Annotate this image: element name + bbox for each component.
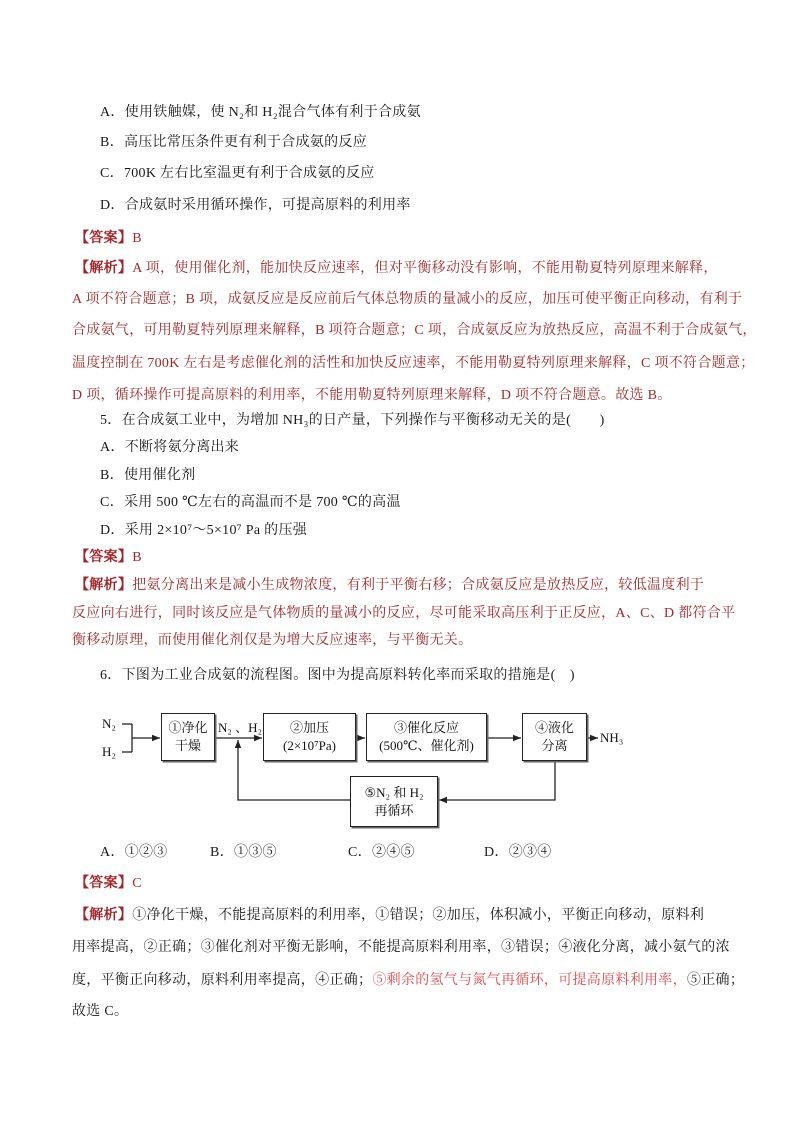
q5-option-a: A．不断将氨分离出来 [100,440,240,455]
step-recycle [350,776,438,827]
analysis-text: ①净化干燥，不能提高原料的利用率，①错误；②加压，体积减小，平衡正向移动，原料利 [132,908,705,923]
q5-analysis-line: 衡移动原理，而使用催化剂仅是为增大反应速率，与平衡无关。 [72,633,473,648]
input-n2-label: N₂ [102,716,116,731]
q6-analysis-line: 用率提高，②正确；③催化剂对平衡无影响，不能提高原料利用率，③错误；④液化分离，减小氨气的浓 [72,940,730,955]
step-liquefy-separate [522,713,587,761]
q6-option-c: C．②④⑤ [348,845,415,860]
output-nh3-label: NH₃ [600,730,624,745]
q6-option-b: B．①③⑤ [210,845,277,860]
analysis-label: 【解析】 [75,578,133,593]
step-sub: (2×10⁷Pa) [282,738,337,753]
q4-analysis-line: 温度控制在 700K 左右是考虑催化剂的活性和加快反应速率，不能用勒夏特列原理来解释，C 项不符合题意； [72,356,755,371]
step-purify-dry [161,713,215,761]
q4-option-d: D．合成氨时采用循环操作，可提高原料的利用率 [100,198,411,213]
arrow-to-recycle [439,761,555,800]
analysis-text: 度，平衡正向移动，原料利用率提高，④正确； [72,973,373,988]
q5-analysis-line [75,576,704,596]
q4-option-c: C．700K 左右比室温更有利于合成氨的反应 [100,166,375,181]
q4-analysis-line: D 项，循环操作可提高原料的利用率，不能用勒夏特列原理来解释，D 项不符合题意。故选 B。 [72,388,672,403]
q5-stem: 5．在合成氨工业中，为增加 NH₃的日产量，下列操作与平衡移动无关的是( ) [100,413,605,428]
q4-analysis-line: A 项不符合题意；B 项，成氨反应是反应前后气体总物质的量减小的反应，加压可使平衡正向移动，有利于 [72,292,743,307]
step-sub: 分离 [541,738,568,753]
q4-option-a: A．使用铁触媒，使 N₂和 H₂混合气体有利于合成氨 [100,105,421,120]
step-sub: 再循环 [374,802,414,818]
analysis-label: 【解析】 [75,261,133,276]
step-sub: (500℃、催化剂) [379,738,474,753]
answer-label: 【答案】 [75,231,133,246]
step-title: ②加压 [289,720,329,735]
answer-value: C [132,876,142,891]
answer-label: 【答案】 [75,876,133,891]
step-compress [263,713,356,761]
q6-analysis-line [75,906,704,926]
q6-analysis-line [72,971,744,991]
ammonia-process-flowchart [90,700,650,835]
q4-answer [75,229,142,249]
answer-value: B [132,231,142,246]
input-h2-label: H₂ [102,744,116,759]
answer-value: B [132,550,142,565]
q5-analysis-line: 反应向右进行，同时该反应是气体物质的量减小的反应，尽可能采取高压利于正反应，A、C、D 都符合平 [72,606,736,621]
q6-stem: 6．下图为工业合成氨的流程图。图中为提高原料转化率而采取的措施是( ) [100,668,575,683]
q5-option-d: D．采用 2×10⁷～5×10⁷ Pa 的压强 [100,523,308,538]
q5-option-c: C．采用 500 ℃左右的高温而不是 700 ℃的高温 [100,495,401,510]
analysis-label: 【解析】 [75,908,133,923]
q4-analysis-line: 合成氨气，可用勒夏特列原理来解释，B 项符合题意；C 项，合成氨反应为放热反应，高温不利于合成氨气， [72,323,757,338]
analysis-text: 把氨分离出来是减小生成物浓度，有利于平衡右移；合成氨反应是放热反应，较低温度利于 [132,578,705,593]
step-title: ③催化反应 [393,720,459,735]
stream-label: N₂ 、H₂ [218,720,263,735]
step-title: ④液化 [534,720,574,735]
q4-option-b: B．高压比常压条件更有利于合成氨的反应 [100,135,368,150]
q6-option-a: A．①②③ [100,845,168,860]
step-sub: 干燥 [174,738,201,753]
analysis-text: ⑤正确； [686,973,745,988]
step-title: ⑤N₂ 和 H₂ [364,784,424,800]
q5-answer [75,548,142,568]
step-title: ①净化 [168,720,208,735]
q6-answer [75,874,142,894]
answer-label: 【答案】 [75,550,133,565]
q6-analysis-line: 故选 C。 [72,1004,129,1019]
q4-analysis-line [75,259,718,279]
analysis-highlight: ⑤剩余的氢气与氮气再循环，可提高原料利用率， [372,973,687,988]
analysis-text: A 项，使用催化剂，能加快反应速率，但对平衡移动没有影响，不能用勒夏特列原理来解释， [132,261,718,276]
q6-option-d: D．②③④ [484,845,552,860]
q5-option-b: B．使用催化剂 [100,468,196,483]
step-catalytic-reaction [366,713,487,761]
